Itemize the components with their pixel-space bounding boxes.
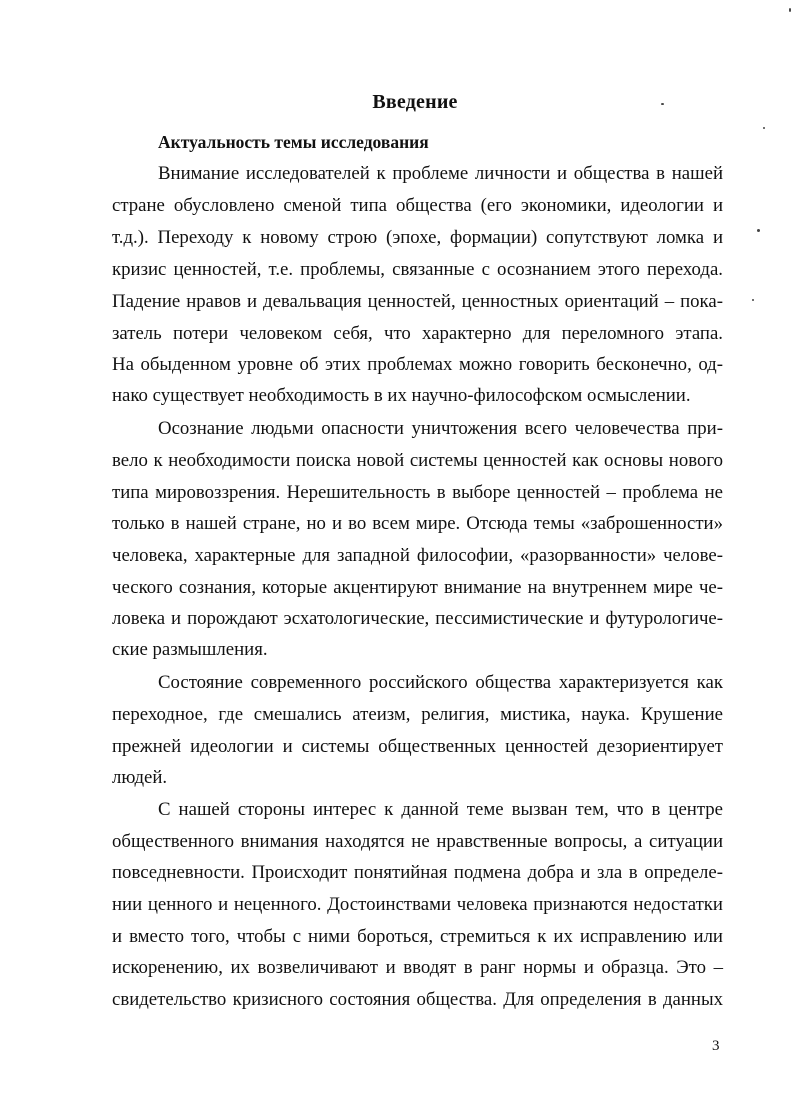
text-line: Падение нравов и девальвация ценностей, ценностных ориентаций – пока- (112, 291, 723, 312)
text-line: ловека и порождают эсхатологические, пессимистические и футурологиче- (112, 608, 723, 629)
text-line: т.д.). Переходу к новому строю (эпохе, формации) сопутствуют ломка и (112, 227, 723, 248)
text-line: повседневности. Происходит понятийная подмена добра и зла в определе- (112, 862, 723, 883)
page-title: Введение (372, 91, 458, 113)
text-line: Внимание исследователей к проблеме личности и общества в нашей (158, 163, 723, 184)
scan-speck (752, 299, 754, 301)
scan-speck (757, 229, 760, 232)
text-line: прежней идеологии и системы общественных ценностей дезориентирует (112, 736, 723, 757)
text-line: На обыденном уровне об этих проблемах можно говорить бесконечно, од- (112, 354, 723, 375)
text-line: кризис ценностей, т.е. проблемы, связанные с осознанием этого перехода. (112, 259, 723, 280)
text-line: Состояние современного российского общества характеризуется как (158, 672, 723, 693)
text-line: ские размышления. (112, 639, 268, 660)
text-line: типа мировоззрения. Нерешительность в выборе ценностей – проблема не (112, 482, 723, 503)
text-line: искоренению, их возвеличивают и вводят в ранг нормы и образца. Это – (112, 957, 723, 978)
text-line: только в нашей стране, но и во всем мире. Отсюда темы «заброшенности» (112, 513, 723, 534)
text-line: С нашей стороны интерес к данной теме вызван тем, что в центре (158, 799, 723, 820)
text-line: и вместо того, чтобы с ними бороться, стремиться к их исправлению или (112, 926, 723, 947)
text-line: свидетельство кризисного состояния общества. Для определения в данных (112, 989, 723, 1010)
text-line: общественного внимания находятся не нравственные вопросы, а ситуации (112, 831, 723, 852)
text-line: человека, характерные для западной философии, «разорванности» челове- (112, 545, 723, 566)
text-line: переходное, где смешались атеизм, религия, мистика, наука. Крушение (112, 704, 723, 725)
text-line: Осознание людьми опасности уничтожения всего человечества при- (158, 418, 723, 439)
text-line: ческого сознания, которые акцентируют внимание на внутреннем мире че- (112, 577, 723, 598)
text-line: людей. (112, 767, 168, 788)
text-line: стране обусловлено сменой типа общества (его экономики, идеологии и (112, 195, 723, 216)
text-line: вело к необходимости поиска новой системы ценностей как основы нового (112, 450, 723, 471)
text-line: затель потери человеком себя, что характерно для переломного этапа. (112, 323, 723, 344)
text-line: нако существует необходимость в их научно-философском осмыслении. (112, 385, 691, 406)
scan-speck (661, 103, 664, 105)
scan-speck (763, 127, 765, 129)
text-line: нии ценного и неценного. Достоинствами человека признаются недостатки (112, 894, 723, 915)
section-heading: Актуальность темы исследования (158, 132, 429, 152)
page-number: 3 (712, 1038, 720, 1054)
scan-speck (789, 8, 791, 12)
